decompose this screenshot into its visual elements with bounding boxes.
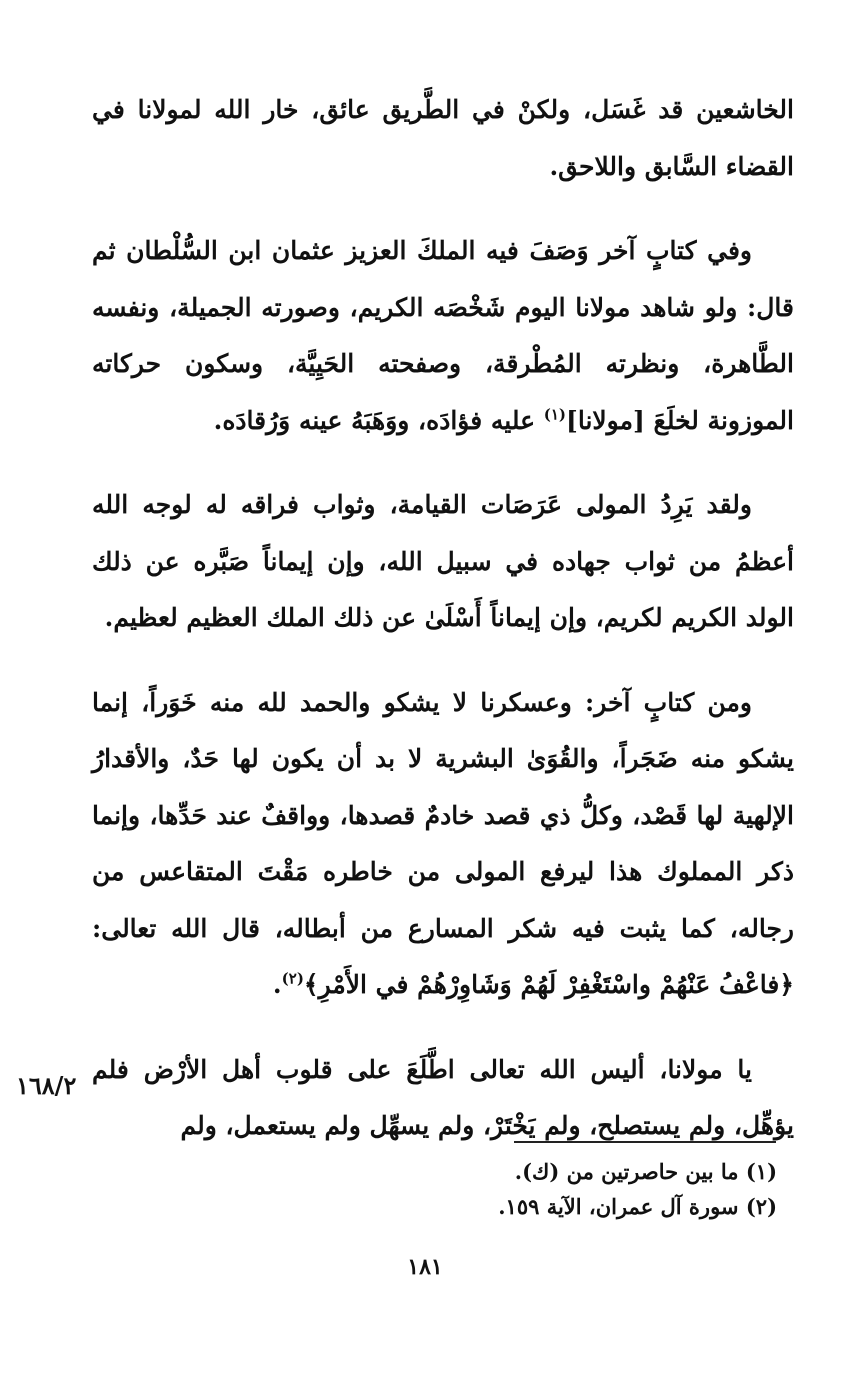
paragraph-4	[92, 675, 794, 1014]
footnote-1: (١) ما بين حاصرتين من (ك).	[514, 1159, 777, 1184]
paragraph-4-text: ومن كتابٍ آخر: وعسكرنا لا يشكو والحمد لله منه خَوَراً، إنما يشكو منه ضَجَراً، والقُوَىٰ البشرية لا بد أن يكون لها حَدٌ، والأقدارُ الإلهية لها قَصْد، وكلُّ ذي قصد خادمٌ قصدها، وواقفٌ عند حَدِّها، وإنما ذكر المملوك هذا ليرفع المولى من خاطره مَقْتَ المتقاعس من رجاله، كما يثبت فيه شكر المسارع من أبطاله، قال الله تعالى: ﴿فاعْفُ عَنْهُمْ واسْتَغْفِرْ لَهُمْ وَشَاوِرْهُمْ في الأَمْرِ﴾	[92, 687, 794, 999]
footnotes	[277, 1154, 777, 1224]
paragraph-5	[92, 1042, 794, 1155]
footnote-ref-1: (١)	[543, 405, 567, 424]
paragraph-3-text: ولقد يَرِدُ المولى عَرَصَات القيامة، وثواب فراقه له لوجه الله أعظمُ من ثواب جهاده في سبيل الله، وإن إيماناً صَبَّره عن ذلك الولد الكريم لكريم، وإن إيماناً أَسْلَىٰ عن ذلك الملك العظيم لعظيم.	[92, 490, 794, 632]
paragraph-5-text: يا مولانا، أليس الله تعالى اطَّلَعَ على قلوب أهل الأرْض فلم يؤهِّل، ولم يستصلح، ولم يَخْتَرْ، ولم يسهِّل ولم يستعمل، ولم	[92, 1054, 794, 1140]
footnote-2: (٢) سورة آل عمران، الآية ١٥٩.	[498, 1194, 777, 1219]
paragraph-2-text: وفي كتابٍ آخر وَصَفَ فيه الملكَ العزيز عثمان ابن السُّلْطان ثم قال: ولو شاهد مولانا اليوم شَخْصَه الكريم، وصورته الجميلة، ونفسه الطَّاهرة، ونظرته المُطْرقة، وصفحته الحَيِيَّة، وسكون حركاته الموزونة لخلَعَ [مولانا]	[92, 236, 794, 435]
paragraph-2-text-end: عليه فؤادَه، ووَهَبَهُ عينه وَرُقادَه.	[213, 405, 536, 435]
paragraph-2	[92, 223, 794, 449]
paragraph-3	[92, 477, 794, 647]
margin-reference: ١٦٨/٢	[16, 1071, 77, 1100]
main-text	[92, 82, 794, 1155]
paragraph-1-text: الخاشعين قد غَسَل، ولكنْ في الطَّريق عائق، خار الله لمولانا في القضاء السَّابق واللاحق.	[92, 95, 794, 181]
footnote-ref-2: (٢)	[281, 969, 304, 988]
paragraph-1	[92, 82, 794, 195]
page-number: ١٨١	[407, 1254, 443, 1280]
paragraph-4-end: .	[272, 970, 282, 999]
footnote-divider	[514, 1141, 776, 1143]
